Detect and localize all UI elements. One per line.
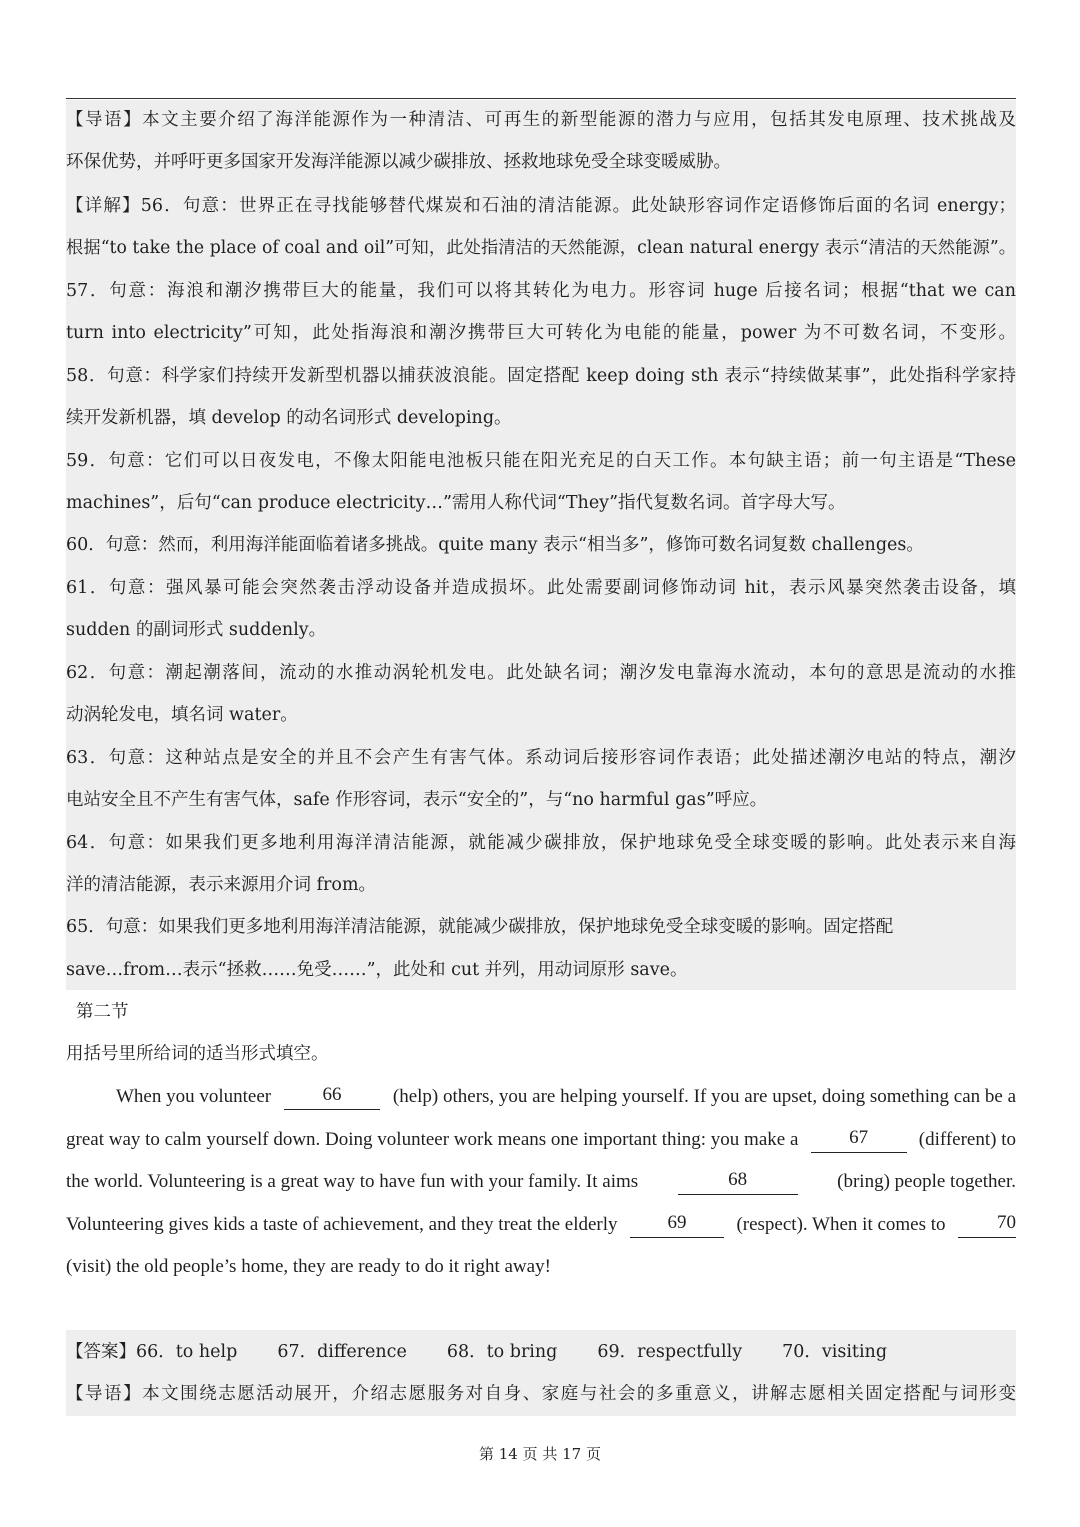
- detail-line: 洋的清洁能源，表示来源用介词 from。: [66, 875, 377, 895]
- answer-70: 70．visiting: [782, 1342, 888, 1362]
- detail-line: 58．句意：科学家们持续开发新型机器以捕获波浪能。固定搭配 keep doing sth 表示“持续做某事”，此处指科学家持: [66, 366, 1016, 386]
- detail-line: 62．句意：潮起潮落间，流动的水推动涡轮机发电。此处缺名词；潮汐发电靠海水流动，本句的意思是流动的水推: [66, 663, 1016, 683]
- guide-2-line: 【导语】本文围绕志愿活动展开，介绍志愿服务对自身、家庭与社会的多重意义，讲解志愿相关固定搭配与词形变: [66, 1384, 1016, 1404]
- section-title: 第二节: [76, 1002, 129, 1022]
- passage-text: Volunteering gives kids a taste of achievement, and they treat the elderly: [66, 1214, 618, 1235]
- passage-text: (help) others, you are helping yourself. If you are upset, doing something can be a: [392, 1086, 1016, 1107]
- detail-line: 动涡轮发电，填名词 water。: [66, 705, 298, 725]
- answer-row: [66, 1340, 1016, 1364]
- answer-67: 67．difference: [277, 1342, 407, 1362]
- section-instruction: 用括号里所给词的适当形式填空。: [66, 1044, 329, 1064]
- detail-line: save…from…表示“拯救……免受……”，此处和 cut 并列，用动词原形 save。: [66, 960, 688, 980]
- answer-66: 【答案】66．to help: [66, 1342, 238, 1362]
- blank-69[interactable]: 69: [630, 1212, 724, 1238]
- detail-line: machines”，后句“can produce electricity…”需用人称代词“They”指代复数名词。首字母大写。: [66, 493, 846, 513]
- detail-line: 续开发新机器，填 develop 的动名词形式 developing。: [66, 408, 512, 428]
- blank-67[interactable]: 67: [811, 1127, 907, 1153]
- passage-text: (bring) people together.: [837, 1171, 1016, 1192]
- passage-text: (respect). When it comes to: [736, 1214, 946, 1235]
- detail-line: 60．句意：然而，利用海洋能面临着诸多挑战。quite many 表示“相当多”，修饰可数名词复数 challenges。: [66, 535, 924, 555]
- blank-66[interactable]: 66: [284, 1084, 380, 1110]
- page-footer: 第 14 页 共 17 页: [478, 1445, 601, 1463]
- detail-line: 57．句意：海浪和潮汐携带巨大的能量，我们可以将其转化为电力。形容词 huge 后接名词；根据“that we can: [66, 281, 1016, 301]
- detail-line: 电站安全且不产生有害气体，safe 作形容词，表示“安全的”，与“no harmful gas”呼应。: [66, 790, 768, 810]
- answer-68: 68．to bring: [446, 1342, 558, 1362]
- passage-line-2: [66, 1127, 1016, 1153]
- answer-69: 69．respectfully: [597, 1342, 743, 1362]
- detail-line: sudden 的副词形式 suddenly。: [66, 620, 327, 640]
- top-rule: [66, 98, 1016, 99]
- blank-70[interactable]: 70: [958, 1212, 1016, 1238]
- detail-line: turn into electricity”可知，此处指海浪和潮汐携带巨大可转化为电能的能量，power 为不可数名词，不变形。: [66, 323, 1016, 343]
- detail-line: 61．句意：强风暴可能会突然袭击浮动设备并造成损坏。此处需要副词修饰动词 hit，表示风暴突然袭击设备，填: [66, 578, 1016, 598]
- guide-line-2: 环保优势，并呼吁更多国家开发海洋能源以减少碳排放、拯救地球免受全球变暖威胁。: [66, 152, 731, 172]
- guide-line-1: 【导语】本文主要介绍了海洋能源作为一种清洁、可再生的新型能源的潜力与应用，包括其发电原理、技术挑战及: [66, 110, 1016, 130]
- passage-text: the world. Volunteering is a great way to have fun with your family. It aims: [66, 1171, 639, 1192]
- detail-line: 59．句意：它们可以日夜发电，不像太阳能电池板只能在阳光充足的白天工作。本句缺主语；前一句主语是“These: [66, 451, 1016, 471]
- blank-68[interactable]: 68: [678, 1169, 798, 1195]
- passage-text: great way to calm yourself down. Doing volunteer work means one important thing: you make a: [66, 1129, 799, 1150]
- passage-line-4: [66, 1212, 1016, 1238]
- passage-line-1: [66, 1084, 1016, 1110]
- passage-line-3: [66, 1169, 1016, 1195]
- detail-line: 64．句意：如果我们更多地利用海洋清洁能源，就能减少碳排放，保护地球免受全球变暖的影响。此处表示来自海: [66, 833, 1016, 853]
- detail-line: 【详解】56．句意：世界正在寻找能够替代煤炭和石油的清洁能源。此处缺形容词作定语修饰后面的名词 energy；: [66, 196, 1016, 216]
- passage-text: (different) to: [918, 1129, 1016, 1150]
- passage-line-5: (visit) the old people’s home, they are ready to do it right away!: [66, 1256, 551, 1277]
- detail-line: 根据“to take the place of coal and oil”可知，此处指清洁的天然能源，clean natural energy 表示“清洁的天然能源”。: [66, 238, 1016, 258]
- detail-line: 65．句意：如果我们更多地利用海洋清洁能源，就能减少碳排放，保护地球免受全球变暖的影响。固定搭配: [66, 917, 894, 937]
- detail-line: 63．句意：这种站点是安全的并且不会产生有害气体。系动词后接形容词作表语；此处描述潮汐电站的特点，潮汐: [66, 748, 1016, 768]
- passage-text: When you volunteer: [116, 1086, 272, 1107]
